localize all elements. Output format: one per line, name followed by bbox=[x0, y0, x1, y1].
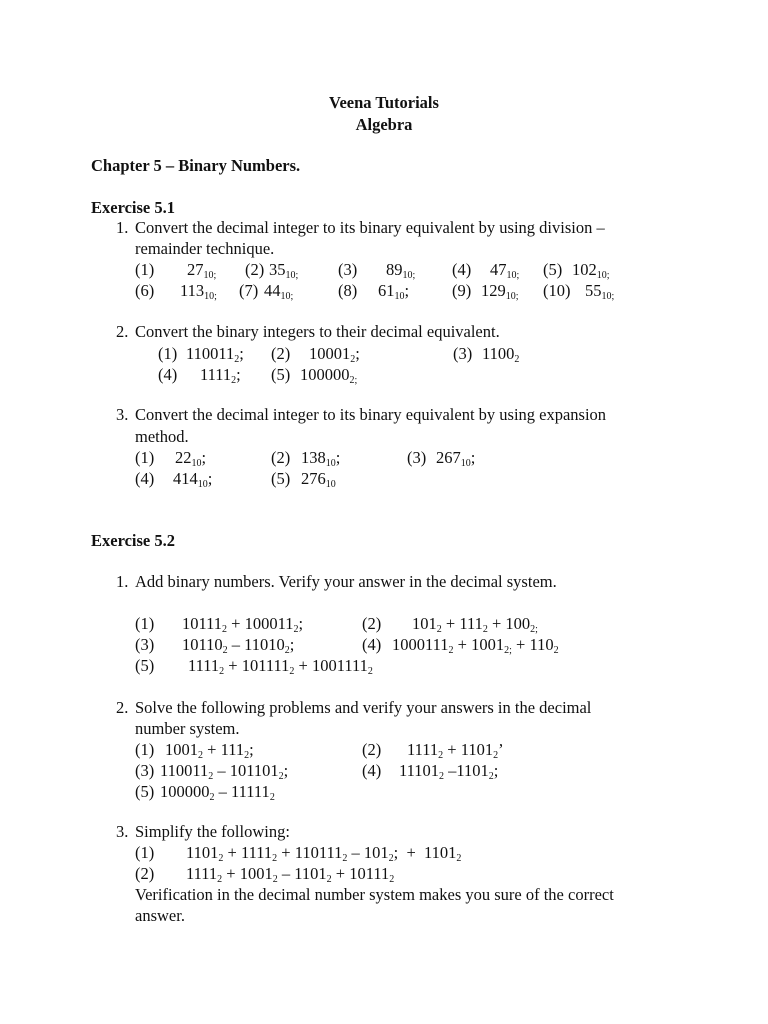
number-value: 61 bbox=[378, 281, 395, 300]
operator: + bbox=[223, 843, 241, 862]
item-label: (4) bbox=[158, 365, 178, 384]
separator: ; bbox=[201, 448, 207, 467]
ex2-q2-number: 2. bbox=[116, 698, 129, 717]
number-value: 276 bbox=[301, 469, 326, 488]
item-label: (3) bbox=[338, 260, 358, 279]
ex2-q3-note-line2: answer. bbox=[135, 906, 185, 925]
number-base: 2 bbox=[438, 750, 444, 761]
number-value: 110 bbox=[529, 635, 554, 654]
number-base: 2 bbox=[350, 354, 356, 365]
item-expression bbox=[188, 656, 373, 676]
number-base: 2 bbox=[278, 771, 284, 782]
number-value: 1001 bbox=[239, 864, 273, 883]
number-base: 2 bbox=[272, 853, 278, 864]
item-label: (3) bbox=[135, 635, 155, 654]
item-value bbox=[301, 448, 340, 468]
item-label: (1) bbox=[135, 843, 155, 862]
number-base: 2 bbox=[388, 853, 394, 864]
number-value: 11111 bbox=[231, 782, 270, 801]
number-base: 2; bbox=[504, 645, 512, 656]
number-base: 2 bbox=[456, 853, 462, 864]
operator: + bbox=[441, 614, 460, 633]
number-base: 2 bbox=[326, 874, 332, 885]
item-label: (2) bbox=[135, 864, 155, 883]
operator: – bbox=[214, 782, 231, 801]
number-base: 2 bbox=[284, 645, 290, 656]
page-title: Veena Tutorials bbox=[329, 93, 439, 112]
number-base: 2 bbox=[198, 750, 203, 761]
number-value: 102 bbox=[572, 260, 597, 279]
item-value bbox=[386, 260, 415, 280]
number-value: 100 bbox=[505, 614, 531, 633]
item-label: (4) bbox=[362, 761, 382, 780]
ex1-q3-number: 3. bbox=[116, 405, 129, 424]
ex1-q3-text-line2: method. bbox=[135, 427, 189, 446]
number-value: 100000 bbox=[300, 365, 350, 384]
item-expression bbox=[182, 614, 303, 634]
item-label: (1) bbox=[135, 614, 155, 633]
number-base: 10; bbox=[402, 270, 416, 281]
chapter-heading: Chapter 5 – Binary Numbers. bbox=[91, 156, 301, 175]
item-label: (4) bbox=[362, 635, 382, 654]
item-value bbox=[300, 365, 357, 385]
operator: ; bbox=[493, 761, 499, 780]
number-value: 11101 bbox=[399, 761, 440, 780]
item-value bbox=[436, 448, 475, 468]
number-value: 1001111 bbox=[311, 656, 368, 675]
number-base: 2; bbox=[349, 375, 358, 386]
number-base: 2 bbox=[218, 853, 224, 864]
item-label: (5) bbox=[135, 656, 155, 675]
number-base: 2 bbox=[488, 771, 494, 782]
number-base: 2 bbox=[293, 624, 299, 635]
operator: – bbox=[444, 761, 457, 780]
item-value bbox=[187, 260, 216, 280]
number-value: 1001 bbox=[471, 635, 505, 654]
item-value bbox=[180, 281, 217, 301]
operator: + bbox=[222, 864, 240, 883]
operator: – bbox=[227, 635, 245, 654]
number-value: 267 bbox=[436, 448, 461, 467]
number-base: 2 bbox=[514, 354, 520, 365]
item-label: (2) bbox=[362, 740, 382, 759]
operator: – bbox=[277, 864, 295, 883]
item-label: (2) bbox=[271, 448, 291, 467]
operator: + bbox=[224, 656, 242, 675]
number-value: 113 bbox=[180, 281, 205, 300]
number-value: 100000 bbox=[160, 782, 210, 801]
number-value: 1101 bbox=[294, 864, 327, 883]
ex2-q1-text: Add binary numbers. Verify your answer in the decimal system. bbox=[135, 572, 557, 591]
number-base: 10 bbox=[197, 479, 208, 490]
item-label: (3) bbox=[453, 344, 473, 363]
number-base: 10; bbox=[203, 270, 217, 281]
ex2-q2-text-line2: number system. bbox=[135, 719, 240, 738]
operator: – bbox=[213, 761, 230, 780]
number-base: 2 bbox=[289, 666, 295, 677]
item-value bbox=[269, 260, 298, 280]
item-value bbox=[572, 260, 610, 280]
separator: ; bbox=[335, 448, 341, 467]
number-value: 100011 bbox=[244, 614, 294, 633]
operator: + bbox=[511, 635, 530, 654]
exercise-5-2-heading: Exercise 5.2 bbox=[91, 531, 176, 550]
item-label: (8) bbox=[338, 281, 358, 300]
item-expression bbox=[186, 864, 394, 884]
operator: + bbox=[443, 740, 461, 759]
number-base: 10; bbox=[204, 291, 217, 302]
number-base: 2 bbox=[219, 666, 225, 677]
number-value: 55 bbox=[585, 281, 602, 300]
item-value bbox=[490, 260, 519, 280]
number-value: 35 bbox=[269, 260, 286, 279]
number-value: 1000111 bbox=[392, 635, 449, 654]
number-value: 22 bbox=[175, 448, 192, 467]
number-base: 2 bbox=[493, 750, 499, 761]
number-base: 2 bbox=[448, 645, 454, 656]
number-value: 111 bbox=[220, 740, 245, 759]
number-value: 101101 bbox=[229, 761, 279, 780]
number-base: 2 bbox=[436, 624, 442, 635]
number-value: 111 bbox=[459, 614, 483, 633]
number-base: 2 bbox=[342, 853, 348, 864]
item-label: (5) bbox=[135, 782, 155, 801]
number-base: 2 bbox=[208, 771, 214, 782]
item-label: (2) bbox=[271, 344, 291, 363]
number-value: 138 bbox=[301, 448, 326, 467]
number-base: 2 bbox=[209, 792, 215, 803]
number-value: 44 bbox=[264, 281, 281, 300]
separator: ; bbox=[239, 344, 244, 363]
ex2-q2-text-line1: Solve the following problems and verify your answers in the decimal bbox=[135, 698, 592, 717]
number-value: 1101 bbox=[460, 740, 494, 759]
item-label: (3) bbox=[407, 448, 427, 467]
item-expression bbox=[186, 843, 461, 863]
item-label: (1) bbox=[135, 260, 155, 279]
number-value: 1111 bbox=[186, 864, 218, 883]
item-label: (10) bbox=[543, 281, 571, 300]
number-base: 2 bbox=[367, 666, 373, 677]
number-value: 10110 bbox=[182, 635, 223, 654]
number-value: 110011 bbox=[186, 344, 235, 363]
number-value: 11010 bbox=[244, 635, 285, 654]
number-base: 2 bbox=[553, 645, 559, 656]
item-label: (7) bbox=[239, 281, 259, 300]
item-label: (2) bbox=[245, 260, 265, 279]
number-base: 10 bbox=[191, 458, 202, 469]
item-label: (5) bbox=[543, 260, 563, 279]
number-value: 101 bbox=[412, 614, 437, 633]
number-value: 10111 bbox=[349, 864, 390, 883]
number-base: 10 bbox=[325, 458, 336, 469]
ex1-q1-number: 1. bbox=[116, 218, 129, 237]
item-value bbox=[175, 448, 206, 468]
number-base: 10; bbox=[596, 270, 610, 281]
number-value: 1101 bbox=[186, 843, 219, 862]
number-value: 1101 bbox=[456, 761, 489, 780]
item-value bbox=[585, 281, 614, 301]
item-value bbox=[264, 281, 293, 301]
number-base: 2 bbox=[269, 792, 275, 803]
item-label: (1) bbox=[158, 344, 178, 363]
separator: ; bbox=[470, 448, 476, 467]
separator: ; bbox=[236, 365, 241, 384]
exercise-5-1-heading: Exercise 5.1 bbox=[91, 198, 176, 217]
number-value: 47 bbox=[490, 260, 507, 279]
number-value: 1101 bbox=[424, 843, 457, 862]
number-base: 2 bbox=[272, 874, 278, 885]
number-value: 10111 bbox=[182, 614, 223, 633]
number-base: 10; bbox=[280, 291, 294, 302]
number-value: 101 bbox=[363, 843, 389, 862]
item-expression bbox=[392, 635, 559, 655]
item-expression bbox=[182, 635, 294, 655]
number-base: 2 bbox=[244, 750, 250, 761]
operator: + bbox=[227, 614, 245, 633]
number-value: 27 bbox=[187, 260, 204, 279]
item-expression bbox=[407, 740, 504, 760]
item-value bbox=[309, 344, 360, 364]
operator: ’ bbox=[498, 740, 504, 759]
number-base: 10; bbox=[505, 291, 519, 302]
number-value: 110011 bbox=[160, 761, 209, 780]
number-value: 1111 bbox=[200, 365, 232, 384]
item-value bbox=[200, 365, 241, 385]
number-value: 89 bbox=[386, 260, 403, 279]
number-value: 110111 bbox=[294, 843, 343, 862]
number-value: 1111 bbox=[407, 740, 439, 759]
ex2-q3-number: 3. bbox=[116, 822, 129, 841]
item-value bbox=[186, 344, 244, 364]
number-value: 1111 bbox=[188, 656, 220, 675]
number-base: 10; bbox=[285, 270, 299, 281]
operator: ; bbox=[283, 761, 289, 780]
number-value: 1111 bbox=[240, 843, 273, 862]
ex1-q2-text: Convert the binary integers to their decimal equivalent. bbox=[135, 322, 500, 341]
number-value: 1001 bbox=[165, 740, 198, 759]
operator: ; bbox=[289, 635, 295, 654]
number-base: 2 bbox=[231, 375, 237, 386]
number-base: 2 bbox=[389, 874, 395, 885]
number-value: 1100 bbox=[482, 344, 515, 363]
number-base: 10 bbox=[394, 291, 405, 302]
operator: + bbox=[277, 843, 295, 862]
item-value bbox=[301, 469, 336, 489]
number-base: 10 bbox=[460, 458, 471, 469]
item-label: (9) bbox=[452, 281, 472, 300]
operator: ; bbox=[298, 614, 304, 633]
number-base: 10; bbox=[506, 270, 520, 281]
item-label: (1) bbox=[135, 448, 155, 467]
number-base: 2 bbox=[482, 624, 488, 635]
item-expression bbox=[399, 761, 498, 781]
number-base: 2 bbox=[222, 645, 228, 656]
item-label: (4) bbox=[135, 469, 155, 488]
operator: + bbox=[203, 740, 221, 759]
number-value: 10001 bbox=[309, 344, 351, 363]
number-base: 2 bbox=[439, 771, 445, 782]
operator: + bbox=[453, 635, 472, 654]
page-subtitle: Algebra bbox=[355, 115, 413, 134]
number-base: 10 bbox=[325, 479, 336, 490]
item-value bbox=[378, 281, 409, 301]
ex2-q1-number: 1. bbox=[116, 572, 129, 591]
item-value bbox=[173, 469, 212, 489]
operator: + bbox=[487, 614, 506, 633]
number-base: 10; bbox=[601, 291, 615, 302]
item-label: (4) bbox=[452, 260, 472, 279]
item-label: (6) bbox=[135, 281, 155, 300]
item-expression bbox=[160, 782, 275, 802]
number-base: 2 bbox=[234, 354, 240, 365]
item-expression bbox=[160, 761, 288, 781]
number-base: 2 bbox=[217, 874, 223, 885]
operator: ; bbox=[249, 740, 254, 759]
ex1-q1-text-line2: remainder technique. bbox=[135, 239, 275, 258]
number-value: 414 bbox=[173, 469, 198, 488]
item-label: (5) bbox=[271, 365, 291, 384]
ex2-q3-text: Simplify the following: bbox=[135, 822, 290, 841]
number-value: 129 bbox=[481, 281, 506, 300]
ex1-q3-text-line1: Convert the decimal integer to its binary equivalent by using expansion bbox=[135, 405, 607, 424]
ex2-q3-note-line1: Verification in the decimal number system makes you sure of the correct bbox=[135, 885, 614, 904]
operator: + bbox=[331, 864, 350, 883]
separator: ; bbox=[355, 344, 360, 363]
item-value bbox=[481, 281, 519, 301]
item-expression bbox=[412, 614, 538, 634]
number-base: 2; bbox=[530, 624, 538, 635]
operator: ; + bbox=[393, 843, 424, 862]
ex1-q1-text-line1: Convert the decimal integer to its binary equivalent by using division – bbox=[135, 218, 605, 237]
item-expression bbox=[165, 740, 254, 760]
ex1-q2-number: 2. bbox=[116, 322, 129, 341]
item-label: (5) bbox=[271, 469, 291, 488]
number-base: 2 bbox=[222, 624, 228, 635]
operator: + bbox=[294, 656, 312, 675]
number-value: 101111 bbox=[241, 656, 290, 675]
item-label: (1) bbox=[135, 740, 155, 759]
operator: – bbox=[347, 843, 364, 862]
item-label: (3) bbox=[135, 761, 155, 780]
item-value bbox=[482, 344, 519, 364]
item-label: (2) bbox=[362, 614, 382, 633]
separator: ; bbox=[207, 469, 213, 488]
separator: ; bbox=[404, 281, 410, 300]
